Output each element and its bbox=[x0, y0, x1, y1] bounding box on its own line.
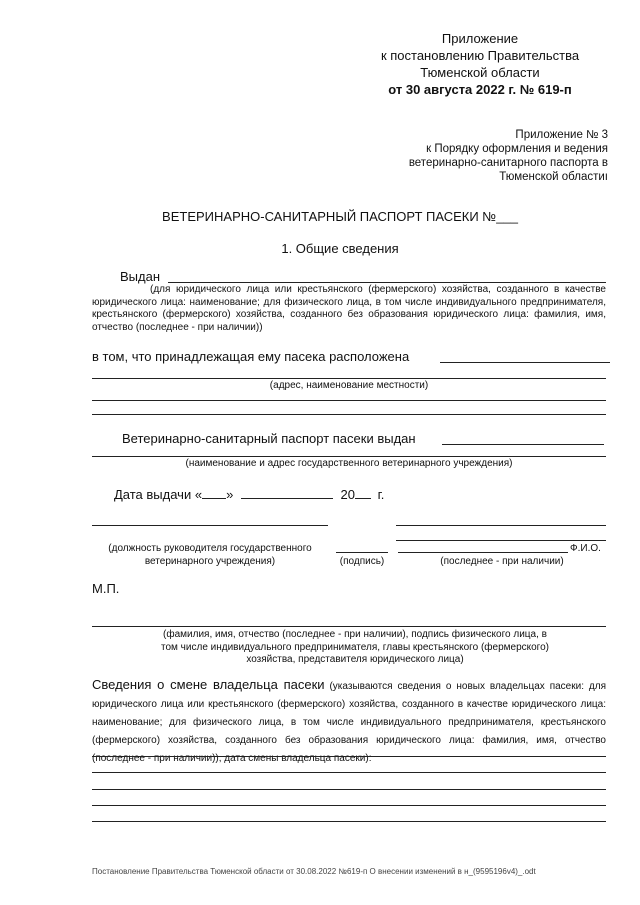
page-footer: Постановление Правительства Тюменской области от 30.08.2022 №619-п О внесении изменений в н_(9595196v4)_.odt bbox=[92, 867, 536, 876]
annex-line-4: Тюменской областиı bbox=[499, 171, 608, 183]
header-line-1: Приложение bbox=[441, 31, 519, 46]
fio-label: Ф.И.О. bbox=[570, 543, 601, 554]
owner-change-title: Сведения о смене владельца пасеки bbox=[92, 677, 325, 692]
date-label: Дата выдачи « bbox=[114, 487, 203, 502]
page-title: ВЕТЕРИНАРНО-САНИТАРНЫЙ ПАСПОРТ ПАСЕКИ №___ bbox=[162, 209, 518, 224]
located-line[interactable] bbox=[440, 362, 610, 363]
annex-block bbox=[388, 128, 608, 184]
header-line-3: Тюменской области bbox=[420, 65, 540, 80]
fio-line-top[interactable] bbox=[396, 525, 606, 526]
owner-line-5[interactable] bbox=[92, 821, 606, 822]
owner-line-2[interactable] bbox=[92, 772, 606, 773]
annex-line-3: ветеринарно-санитарного паспорта в bbox=[408, 157, 608, 169]
owner-line-4[interactable] bbox=[92, 805, 606, 806]
vet-line[interactable] bbox=[442, 444, 604, 445]
issued-label: Выдан bbox=[120, 269, 161, 284]
date-mid: » bbox=[226, 487, 234, 502]
issued-line[interactable] bbox=[168, 282, 606, 283]
address-note: (адрес, наименование местности) bbox=[269, 380, 429, 391]
fio-line[interactable] bbox=[398, 552, 568, 553]
address-line-3[interactable] bbox=[92, 414, 606, 415]
issue-date bbox=[114, 483, 384, 503]
signature-note: (подпись) bbox=[339, 556, 385, 567]
located-label: в том, что принадлежащая ему пасека расположена bbox=[92, 349, 410, 364]
fio-note: (последнее - при наличии) bbox=[440, 556, 564, 567]
person-line[interactable] bbox=[92, 626, 606, 627]
position-note: (должность руководителя государственного ветеринарного учреждения) bbox=[108, 543, 312, 567]
position-line[interactable] bbox=[92, 525, 328, 526]
person-note: (фамилия, имя, отчество (последнее - при наличии), подпись физического лица, в том числе индивидуального предпринимателя, главы крестьянского (фермерского) хозяйства, представителя юридического лица) bbox=[161, 629, 549, 665]
annex-line-1: Приложение № 3 bbox=[515, 129, 608, 141]
owner-line-1[interactable] bbox=[92, 756, 606, 757]
owner-change-note: (указываются сведения о новых владельцах пасеки: для юридического лица или крестьянского (фермерского) хозяйства, созданного в качестве юридического лица: наименование; для физического лица, в том числе индивидуального предпринимателя, крестьянского (фермерского) хозяйства, созданного без образования юридического лица: фамилия, имя, отчество (последнее - при наличии)), дата смены владельца пасеки): bbox=[92, 681, 606, 764]
address-line-1[interactable] bbox=[92, 378, 606, 379]
date-year: 20 bbox=[340, 487, 356, 502]
vet-line-2[interactable] bbox=[92, 456, 606, 457]
date-month-field[interactable] bbox=[241, 483, 333, 499]
header-line-4: от 30 августа 2022 г. № 619-п bbox=[388, 82, 572, 97]
annex-line-2: к Порядку оформления и ведения bbox=[426, 143, 608, 155]
vet-note: (наименование и адрес государственного ветеринарного учреждения) bbox=[185, 458, 513, 469]
resolution-header bbox=[350, 30, 610, 98]
owner-line-3[interactable] bbox=[92, 789, 606, 790]
section-title: 1. Общие сведения bbox=[281, 241, 399, 256]
date-year-field[interactable] bbox=[355, 483, 371, 499]
header-line-2: к постановлению Правительства bbox=[380, 48, 580, 63]
stamp-label: М.П. bbox=[92, 581, 120, 596]
address-line-2[interactable] bbox=[92, 400, 606, 401]
owner-change bbox=[92, 676, 606, 766]
vet-label: Ветеринарно-санитарный паспорт пасеки выдан bbox=[122, 431, 416, 446]
date-end: г. bbox=[377, 487, 385, 502]
issued-note: (для юридического лица или крестьянского (фермерского) хозяйства, созданного в качестве юридического лица: наименование; для физического лица, в том числе индивидуального предпринимателя, крестьянского (фермерского) хозяйства, созданного без образования юридического лица: фамилия, имя, отчество (последнее - при наличии)) bbox=[92, 284, 606, 333]
signature-line[interactable] bbox=[336, 552, 388, 553]
fio-line-mid[interactable] bbox=[396, 540, 606, 541]
date-day-field[interactable] bbox=[202, 483, 226, 499]
